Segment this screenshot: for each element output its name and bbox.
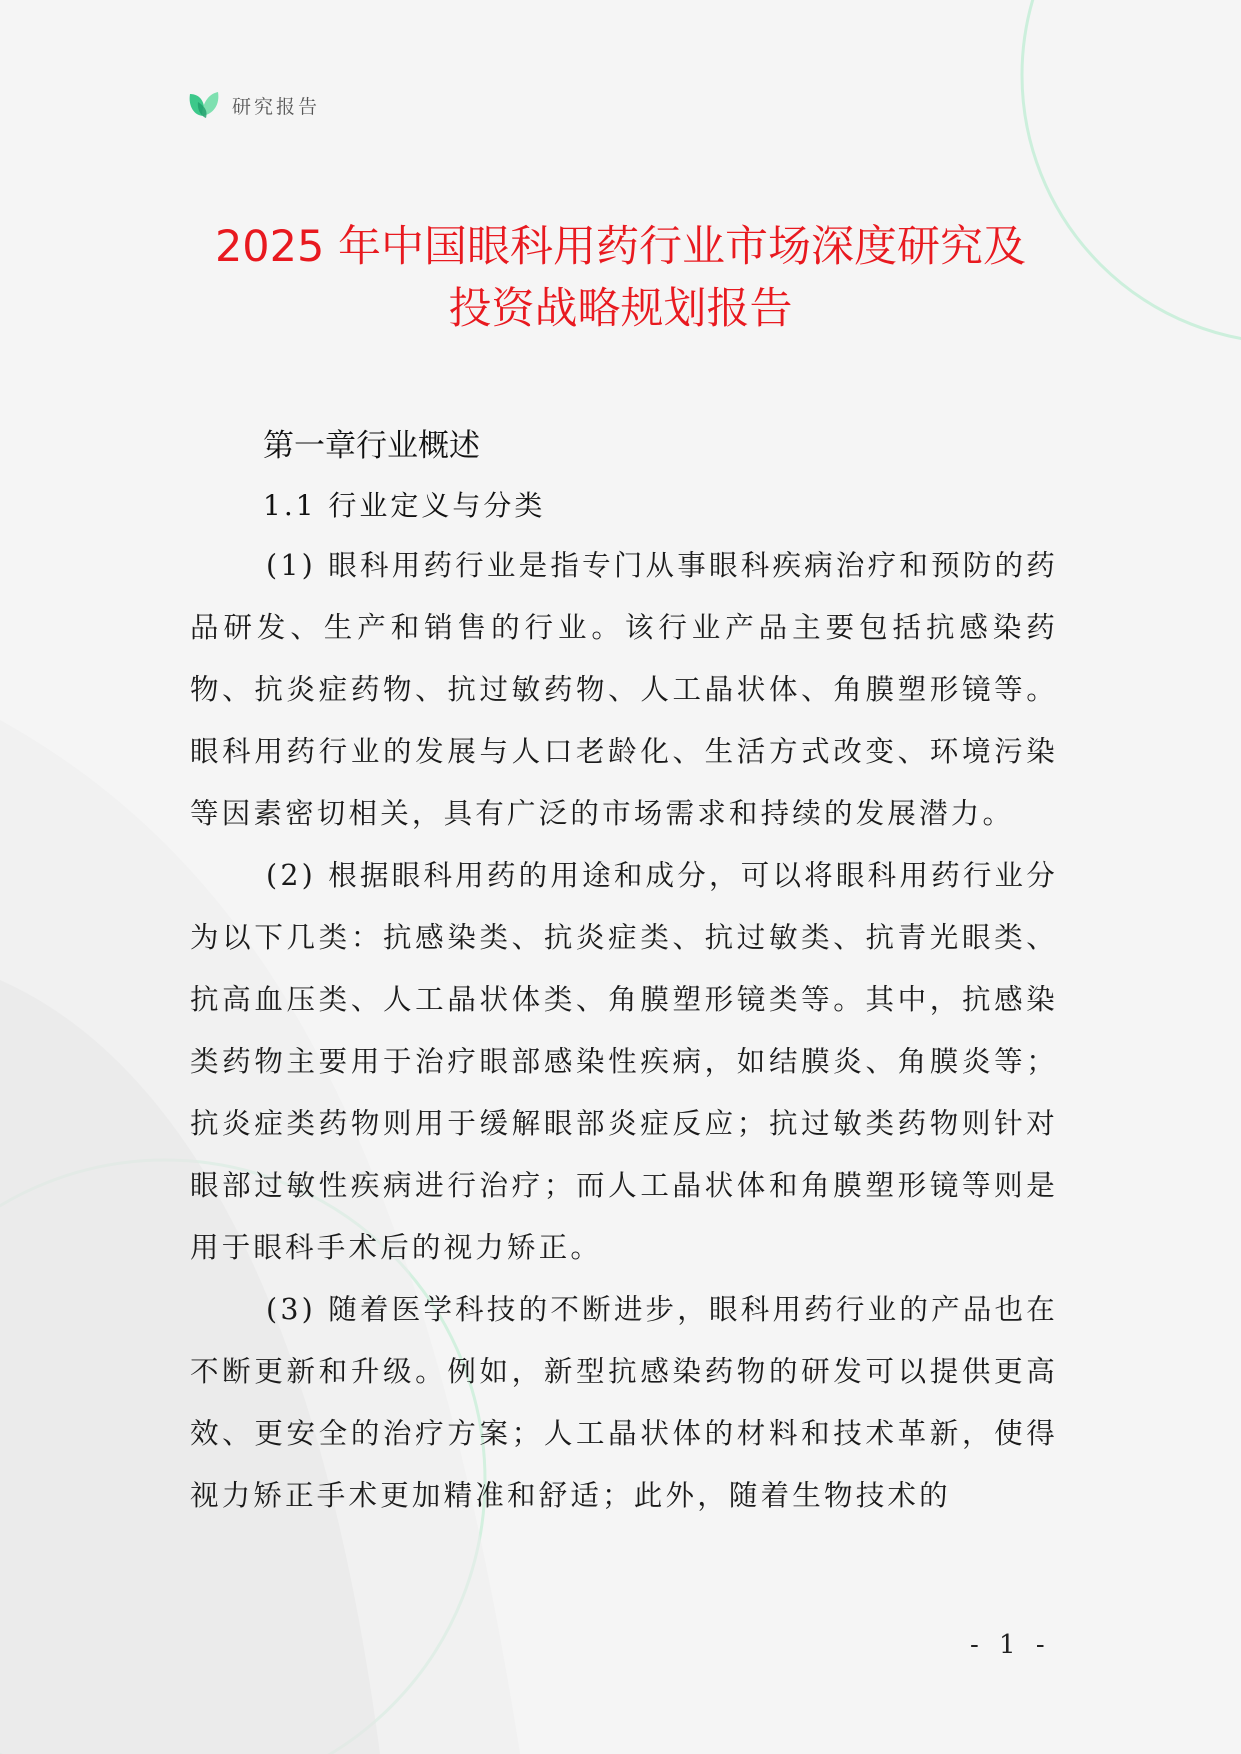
chapter-title: 第一章行业概述 bbox=[263, 428, 480, 464]
body-text bbox=[190, 535, 1058, 1527]
green-leaf-logo-icon bbox=[186, 88, 222, 122]
section-title: 1.1 行业定义与分类 bbox=[263, 489, 546, 522]
paragraph-1: (1) 眼科用药行业是指专门从事眼科疾病治疗和预防的药品研发、生产和销售的行业。该行业产品主要包括抗感染药物、抗炎症药物、抗过敏药物、人工晶状体、角膜塑形镜等。眼科用药行业的发展与人口老龄化、生活方式改变、环境污染等因素密切相关，具有广泛的市场需求和持续的发展潜力。 bbox=[190, 549, 1058, 830]
report-title bbox=[120, 216, 1121, 340]
report-title-line-2: 投资战略规划报告 bbox=[448, 284, 793, 334]
header-brand bbox=[186, 88, 320, 122]
brand-text: 研究报告 bbox=[232, 95, 321, 118]
report-title-line-1: 2025 年中国眼科用药行业市场深度研究及 bbox=[214, 222, 1027, 272]
paragraph-2: (2) 根据眼科用药的用途和成分，可以将眼科用药行业分为以下几类：抗感染类、抗炎症类、抗过敏类、抗青光眼类、抗高血压类、人工晶状体类、角膜塑形镜类等。其中，抗感染类药物主要用于治疗眼部感染性疾病，如结膜炎、角膜炎等；抗炎症类药物则用于缓解眼部炎症反应；抗过敏类药物则针对眼部过敏性疾病进行治疗；而人工晶状体和角膜塑形镜等则是用于眼科手术后的视力矫正。 bbox=[190, 859, 1058, 1264]
paragraph-3: (3) 随着医学科技的不断进步，眼科用药行业的产品也在不断更新和升级。例如，新型抗感染药物的研发可以提供更高效、更安全的治疗方案；人工晶状体的材料和技术革新，使得视力矫正手术更加精准和舒适；此外，随着生物技术的 bbox=[190, 1293, 1058, 1512]
page-number: - 1 - bbox=[970, 1630, 1051, 1660]
